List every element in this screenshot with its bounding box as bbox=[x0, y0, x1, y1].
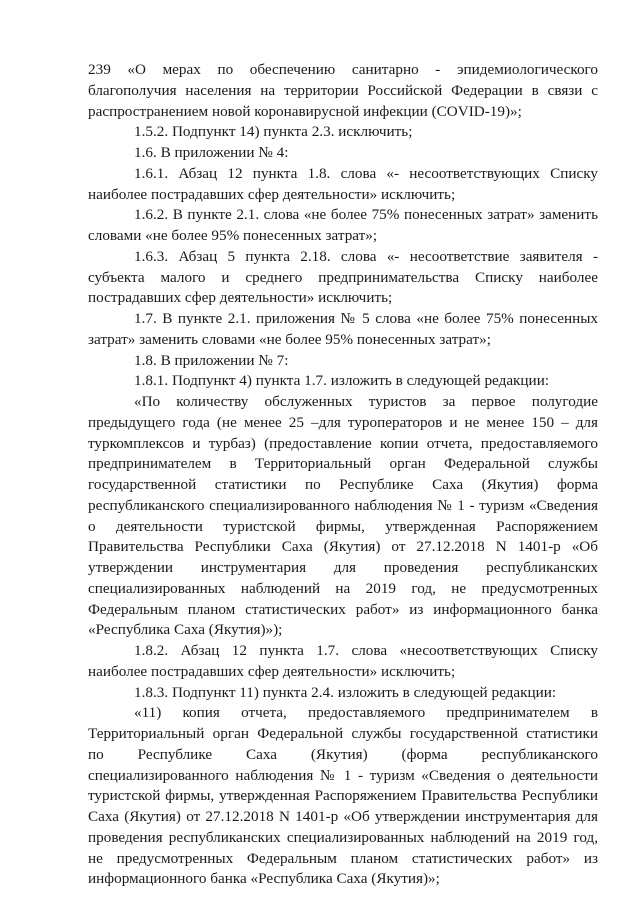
text-line: Правительства Республики Саха (Якутия) от 27.12.2018 N 1401-р «Об bbox=[88, 538, 598, 556]
text-line: по Республике Саха (Якутия) (форма республиканского bbox=[88, 745, 598, 763]
document-page bbox=[88, 60, 598, 890]
text-line: специализированного наблюдения № 1 - туризм «Сведения о деятельности bbox=[88, 766, 598, 784]
text-line: распространением новой коронавирусной инфекции (COVID-19)»; bbox=[88, 102, 522, 120]
text-line: утверждении инструментария для проведения республиканских bbox=[88, 559, 598, 576]
text-line: субъекта малого и среднего предпринимательства Списку наиболее bbox=[88, 268, 598, 286]
text-line: 1.7. В пункте 2.1. приложения № 5 слова «не более 75% понесенных bbox=[134, 310, 598, 327]
text-line: наиболее пострадавших сфер деятельности» исключить; bbox=[88, 662, 456, 680]
text-line: 1.6.3. Абзац 5 пункта 2.18. слова «- несоответствие заявителя - bbox=[134, 247, 598, 265]
text-line: 1.5.2. Подпункт 14) пункта 2.3. исключить; bbox=[134, 123, 413, 141]
text-line: затрат» заменить словами «не более 95% понесенных затрат»; bbox=[88, 330, 491, 348]
text-line: республиканского специализированного наблюдения № 1 - туризм «Сведения bbox=[88, 496, 598, 514]
text-line: информационного банка «Республика Саха (Якутия)»; bbox=[88, 870, 440, 888]
text-line: туркомплексов и турбаз) (предоставление копии отчета, предоставляемого bbox=[88, 434, 598, 452]
text-line: 1.8.3. Подпункт 11) пункта 2.4. изложить в следующей редакции: bbox=[134, 683, 557, 701]
text-line: наиболее пострадавших сфер деятельности» исключить; bbox=[88, 185, 456, 203]
text-line: благополучия населения на территории Российской Федерации в связи с bbox=[88, 81, 598, 99]
text-line: «11) копия отчета, предоставляемого предпринимателем в bbox=[134, 704, 598, 722]
text-line: государственной статистики по Республике Саха (Якутия) форма bbox=[88, 476, 598, 493]
text-line: пострадавших сфер деятельности» исключить; bbox=[88, 289, 393, 307]
text-line: словами «не более 95% понесенных затрат»; bbox=[88, 227, 378, 244]
text-line: предыдущего года (не менее 25 –для туроператоров и не менее 150 – для bbox=[88, 413, 598, 431]
text-line: туристской фирмы, утвержденная Распоряжением Правительства Республики bbox=[88, 787, 598, 805]
text-line: «Республика Саха (Якутия)»); bbox=[88, 621, 283, 639]
text-line: Саха (Якутия) от 27.12.2018 N 1401-р «Об утверждении инструментария для bbox=[88, 808, 598, 825]
text-line: Территориальный орган Федеральной службы государственной статистики bbox=[88, 725, 598, 742]
text-line: не предусмотренных Федеральным планом статистических работ» из bbox=[88, 849, 598, 867]
text-line: 239 «О мерах по обеспечению санитарно - эпидемиологического bbox=[88, 61, 598, 78]
text-line: 1.6.1. Абзац 12 пункта 1.8. слова «- несоответствующих Списку bbox=[134, 164, 598, 182]
text-line: «По количеству обслуженных туристов за первое полугодие bbox=[134, 393, 598, 410]
text-line: 1.6.2. В пункте 2.1. слова «не более 75% понесенных затрат» заменить bbox=[134, 206, 598, 224]
text-line: 1.8. В приложении № 7: bbox=[134, 351, 289, 369]
text-line: о деятельности туристской фирмы, утвержденная Распоряжением bbox=[88, 517, 598, 535]
text-line: проведения республиканских специализированных наблюдений на 2019 год, bbox=[88, 828, 598, 846]
text-line: специализированных наблюдений на 2019 год, не предусмотренных bbox=[88, 579, 598, 597]
text-line: предпринимателем в Территориальный орган Федеральной службы bbox=[88, 455, 598, 473]
text-line: 1.6. В приложении № 4: bbox=[134, 144, 289, 161]
text-line: 1.8.2. Абзац 12 пункта 1.7. слова «несоответствующих Списку bbox=[134, 642, 598, 659]
text-line: Федеральным планом статистических работ» из информационного банка bbox=[88, 600, 598, 618]
text-line: 1.8.1. Подпункт 4) пункта 1.7. изложить в следующей редакции: bbox=[134, 372, 550, 390]
